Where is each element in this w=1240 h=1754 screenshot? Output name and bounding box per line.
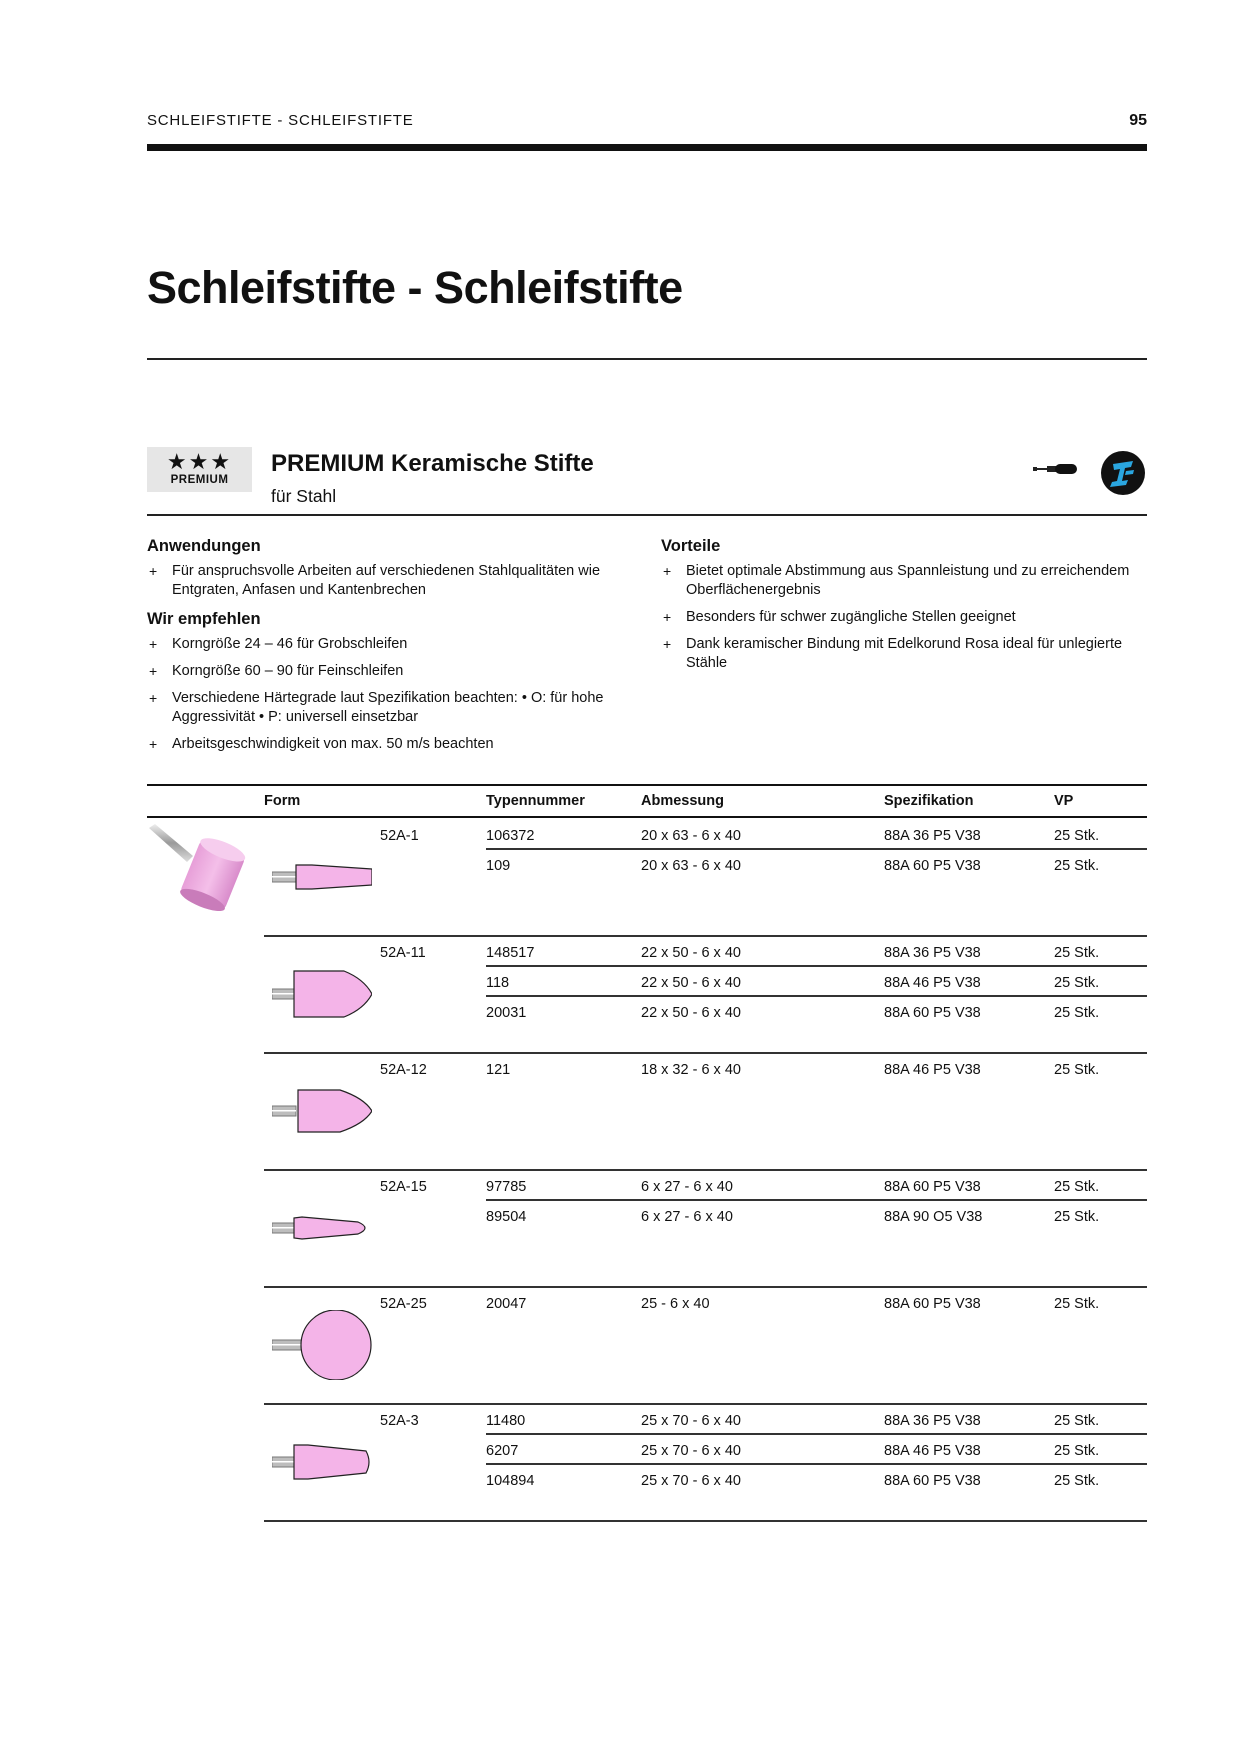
- plus-icon: +: [149, 690, 158, 706]
- specification: 88A 60 P5 V38: [884, 1296, 981, 1312]
- plus-icon: +: [149, 563, 158, 579]
- title-rule: [147, 358, 1147, 360]
- packing-unit: 25 Stk.: [1054, 1179, 1100, 1195]
- empfehlen-heading: Wir empfehlen: [147, 610, 261, 628]
- form-shape-drawing: [272, 1310, 372, 1385]
- col-header-form: Form: [264, 793, 301, 809]
- dimension: 25 x 70 - 6 x 40: [641, 1413, 741, 1429]
- list-item: + Korngröße 24 – 46 für Grobschleifen: [149, 636, 408, 652]
- type-number: 118: [486, 975, 510, 991]
- packing-unit: 25 Stk.: [1054, 945, 1100, 961]
- form-shape-drawing: [272, 959, 372, 1034]
- group-divider: [264, 1052, 1147, 1054]
- form-code: 52A-12: [380, 1062, 427, 1078]
- specification: 88A 90 O5 V38: [884, 1209, 983, 1225]
- packing-unit: 25 Stk.: [1054, 1062, 1100, 1078]
- list-item: + Bietet optimale Abstimmung aus Spannleistung und zu erreichendem Oberflächenergebnis: [663, 563, 1130, 598]
- dimension: 22 x 50 - 6 x 40: [641, 975, 741, 991]
- packing-unit: 25 Stk.: [1054, 1473, 1100, 1489]
- packing-unit: 25 Stk.: [1054, 828, 1100, 844]
- row-divider: [486, 1463, 1147, 1465]
- packing-unit: 25 Stk.: [1054, 858, 1100, 874]
- form-code: 52A-25: [380, 1296, 427, 1312]
- list-item: + Verschiedene Härtegrade laut Spezifikation beachten: • O: für hohe Aggressivität • P: universell einsetzbar: [149, 690, 604, 725]
- plus-icon: +: [149, 736, 158, 752]
- dimension: 25 x 70 - 6 x 40: [641, 1473, 741, 1489]
- form-code: 52A-15: [380, 1179, 427, 1195]
- type-number: 89504: [486, 1209, 527, 1225]
- product-subtitle: für Stahl: [271, 486, 337, 506]
- brand-logo-icon: [1100, 450, 1146, 496]
- type-number: 106372: [486, 828, 535, 844]
- type-number: 20047: [486, 1296, 527, 1312]
- type-number: 97785: [486, 1179, 527, 1195]
- specification: 88A 60 P5 V38: [884, 1179, 981, 1195]
- col-header-spezifikation: Spezifikation: [884, 793, 974, 809]
- empfehlen-list: [147, 635, 627, 754]
- specification: 88A 46 P5 V38: [884, 1443, 981, 1459]
- group-divider: [264, 1286, 1147, 1288]
- list-item: + Dank keramischer Bindung mit Edelkorund Rosa ideal für unlegierte Stähle: [663, 636, 1123, 671]
- dimension: 25 x 70 - 6 x 40: [641, 1443, 741, 1459]
- product-title: PREMIUM Keramische Stifte: [271, 450, 594, 477]
- form-shape-drawing: [272, 1076, 372, 1151]
- list-item: + Für anspruchsvolle Arbeiten auf verschiedenen Stahlqualitäten wie Entgraten, Anfasen und Kantenbrechen: [149, 563, 601, 598]
- packing-unit: 25 Stk.: [1054, 1296, 1100, 1312]
- running-title: SCHLEIFSTIFTE - SCHLEIFSTIFTE: [147, 112, 414, 129]
- col-header-vp: VP: [1054, 793, 1074, 809]
- anwendungen-heading: Anwendungen: [147, 537, 261, 555]
- anwendungen-list: [147, 562, 627, 600]
- specification: 88A 60 P5 V38: [884, 1473, 981, 1489]
- plus-icon: +: [663, 636, 672, 652]
- row-divider: [486, 995, 1147, 997]
- type-number: 148517: [486, 945, 535, 961]
- vorteile-heading: Vorteile: [661, 537, 721, 555]
- group-divider: [264, 1403, 1147, 1405]
- dimension: 18 x 32 - 6 x 40: [641, 1062, 741, 1078]
- dimension: 20 x 63 - 6 x 40: [641, 828, 741, 844]
- specification: 88A 60 P5 V38: [884, 1005, 981, 1021]
- specification: 88A 36 P5 V38: [884, 945, 981, 961]
- form-code: 52A-1: [380, 828, 419, 844]
- type-number: 11480: [486, 1413, 526, 1429]
- dimension: 6 x 27 - 6 x 40: [641, 1209, 733, 1225]
- group-divider: [264, 935, 1147, 937]
- row-divider: [486, 1433, 1147, 1435]
- list-item: + Besonders für schwer zugängliche Stellen geeignet: [663, 609, 1016, 625]
- type-number: 20031: [486, 1005, 527, 1021]
- plus-icon: +: [149, 636, 158, 652]
- row-divider: [486, 848, 1147, 850]
- table-top-rule: [147, 784, 1147, 786]
- row-divider: [486, 1199, 1147, 1201]
- col-header-abmessung: Abmessung: [641, 793, 724, 809]
- list-item: + Arbeitsgeschwindigkeit von max. 50 m/s beachten: [149, 736, 494, 752]
- page-title: Schleifstifte - Schleifstifte: [147, 262, 683, 313]
- specification: 88A 46 P5 V38: [884, 975, 981, 991]
- dimension: 20 x 63 - 6 x 40: [641, 858, 741, 874]
- group-divider: [264, 1169, 1147, 1171]
- col-header-typ: Typennummer: [486, 793, 585, 809]
- packing-unit: 25 Stk.: [1054, 1413, 1100, 1429]
- stars-icon: ★★★: [166, 449, 233, 474]
- form-shape-drawing: [272, 1193, 372, 1268]
- product-photo: [147, 822, 252, 918]
- specification: 88A 36 P5 V38: [884, 828, 981, 844]
- list-item: + Korngröße 60 – 90 für Feinschleifen: [149, 663, 404, 679]
- page-number: 95: [1129, 112, 1147, 129]
- packing-unit: 25 Stk.: [1054, 1443, 1100, 1459]
- die-grinder-icon: [1033, 462, 1079, 476]
- form-shape-drawing: [272, 842, 372, 917]
- form-code: 52A-3: [380, 1413, 419, 1429]
- form-shape-drawing: [272, 1427, 372, 1502]
- plus-icon: +: [663, 609, 672, 625]
- specification: 88A 60 P5 V38: [884, 858, 981, 874]
- specification: 88A 46 P5 V38: [884, 1062, 981, 1078]
- dimension: 25 - 6 x 40: [641, 1296, 710, 1312]
- type-number: 109: [486, 858, 511, 874]
- packing-unit: 25 Stk.: [1054, 1005, 1100, 1021]
- plus-icon: +: [663, 563, 672, 579]
- dimension: 22 x 50 - 6 x 40: [641, 1005, 741, 1021]
- dimension: 6 x 27 - 6 x 40: [641, 1179, 733, 1195]
- premium-label: PREMIUM: [170, 474, 229, 486]
- premium-badge: [147, 447, 252, 492]
- type-number: 6207: [486, 1443, 519, 1459]
- row-divider: [486, 965, 1147, 967]
- plus-icon: +: [149, 663, 158, 679]
- header-rule: [147, 144, 1147, 151]
- dimension: 22 x 50 - 6 x 40: [641, 945, 741, 961]
- group-divider: [264, 1520, 1147, 1522]
- right-info-column: [661, 537, 1141, 681]
- packing-unit: 25 Stk.: [1054, 1209, 1100, 1225]
- vorteile-list: [661, 562, 1141, 673]
- type-number: 104894: [486, 1473, 535, 1489]
- form-code: 52A-11: [380, 945, 426, 961]
- specification: 88A 36 P5 V38: [884, 1413, 981, 1429]
- product-rule: [147, 514, 1147, 516]
- left-info-column: [147, 537, 627, 762]
- type-number: 121: [486, 1062, 511, 1078]
- packing-unit: 25 Stk.: [1054, 975, 1100, 991]
- table-header-rule: [147, 816, 1147, 818]
- running-header: [147, 112, 1147, 132]
